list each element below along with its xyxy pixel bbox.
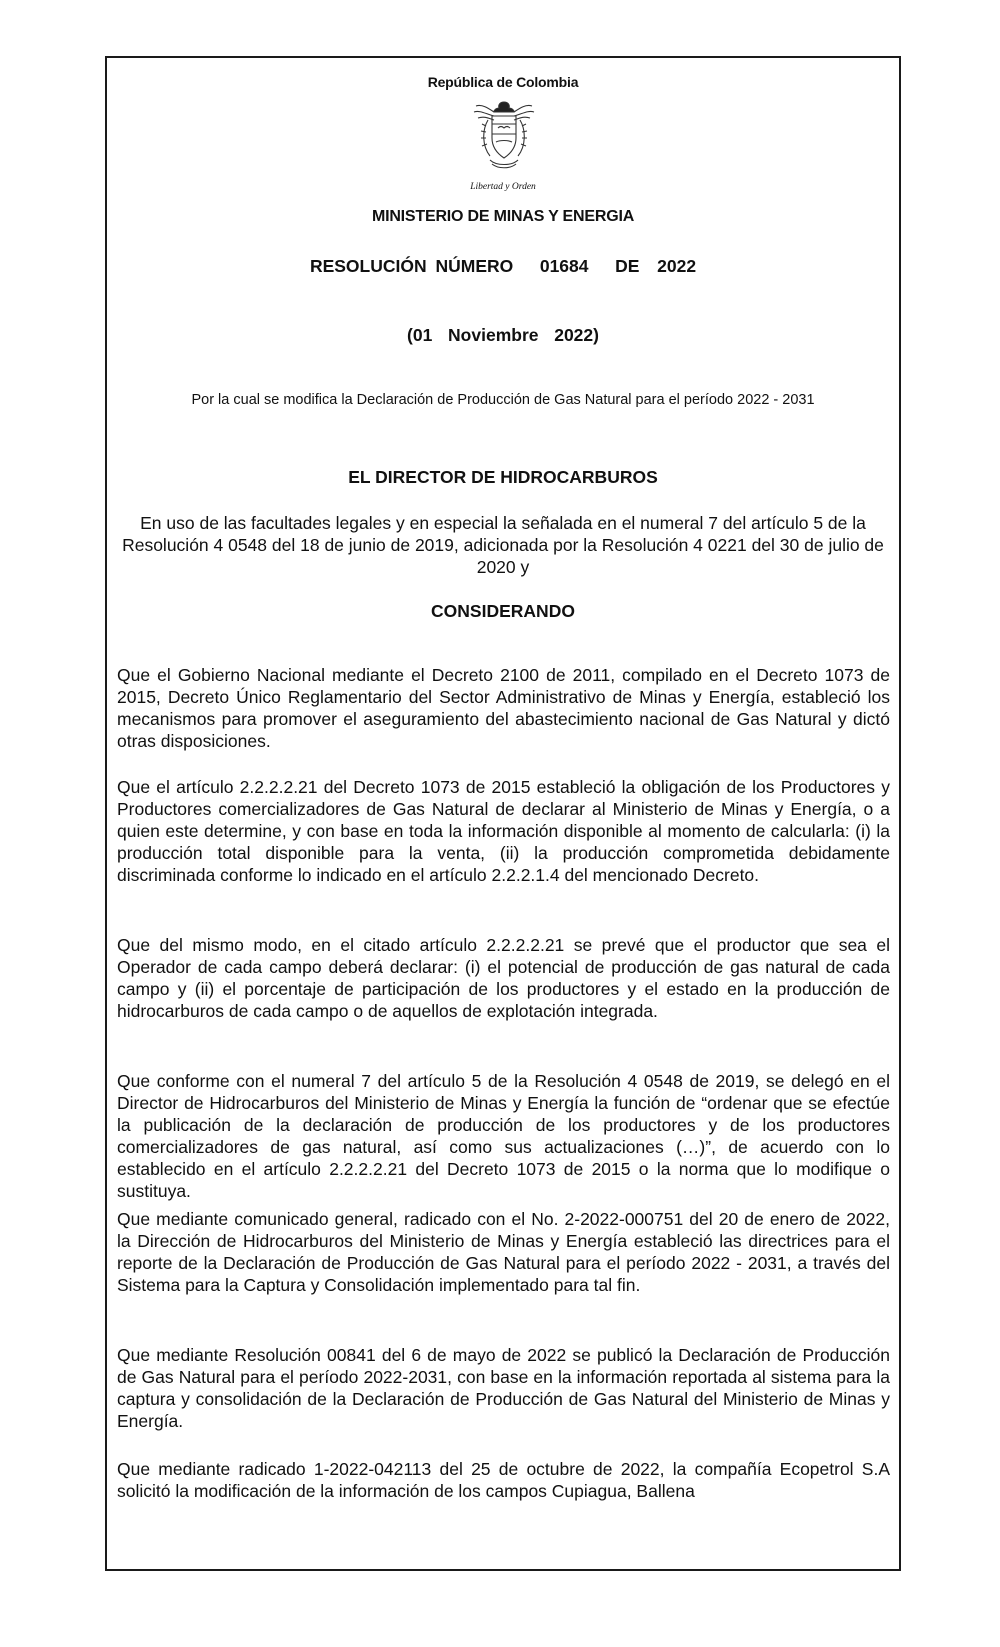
coat-of-arms-icon xyxy=(472,96,536,178)
authority-heading: EL DIRECTOR DE HIDROCARBUROS xyxy=(348,467,658,487)
considering-paragraph: Que el Gobierno Nacional mediante el Decreto 2100 de 2011, compilado en el Decreto 1073 de 2015, Decreto Único Reglamentario del Sector Administrativo de Minas y Energía, estableció los mecanismos para promover el aseguramiento del abastecimiento nacional de Gas Natural y dictó otras disposiciones. xyxy=(117,665,890,751)
considering-paragraph: Que mediante Resolución 00841 del 6 de mayo de 2022 se publicó la Declaración de Producción de Gas Natural para el período 2022-2031, con base en la información reportada al sistema para la captura y consolidación de la Declaración de Producción de Gas Natural del Ministerio de Minas y Energía. xyxy=(117,1345,890,1431)
considering-paragraph: Que el artículo 2.2.2.2.21 del Decreto 1073 de 2015 estableció la obligación de los Productores y Productores comercializadores de Gas Natural de declarar al Ministerio de Minas y Energía, o a quien este determine, y con base en toda la información disponible al momento de calcularla: (i) la producción total disponible para la venta, (ii) la producción comprometida debidamente discriminada conforme lo indicado en el artículo 2.2.2.1.4 del mencionado Decreto. xyxy=(117,777,890,885)
ministry-name: MINISTERIO DE MINAS Y ENERGIA xyxy=(371,208,635,225)
motto: Libertad y Orden xyxy=(470,182,536,192)
country-name: República de Colombia xyxy=(427,74,579,90)
considering-paragraph: Que del mismo modo, en el citado artículo 2.2.2.2.21 se prevé que el productor que sea el Operador de cada campo deberá declarar: (i) el potencial de producción de gas natural de cada campo y (ii) el porcentaje de participación de los productores y el estado en la producción de hidrocarburos de cada campo o de aquellos de explotación integrada. xyxy=(117,935,890,1021)
considering-heading: CONSIDERANDO xyxy=(431,601,575,621)
considering-paragraph: Que conforme con el numeral 7 del artículo 5 de la Resolución 4 0548 de 2019, se delegó en el Director de Hidrocarburos del Ministerio de Minas y Energía la función de “ordenar que se efectúe la publicación de la declaración de producción de los productores y de los productores comercializadores de gas natural, así como sus actualizaciones (…)”, de acuerdo con lo establecido en el artículo 2.2.2.2.21 del Decreto 1073 de 2015 o la norma que lo modifique o sustituya. xyxy=(117,1071,890,1201)
faculties-statement: En uso de las facultades legales y en especial la señalada en el numeral 7 del artículo 5 de la Resolución 4 0548 del 18 de junio de 2019, adicionada por la Resolución 4 0221 del 30 de julio de 2020 y xyxy=(122,513,884,577)
resolution-subject: Por la cual se modifica la Declaración de Producción de Gas Natural para el período 2022 - 2031 xyxy=(191,392,815,408)
resolution-date: (01 Noviembre 2022) xyxy=(407,325,599,345)
considering-paragraph: Que mediante radicado 1-2022-042113 del 25 de octubre de 2022, la compañía Ecopetrol S.A solicitó la modificación de la información de los campos Cupiagua, Ballena xyxy=(117,1459,890,1501)
resolution-number: RESOLUCIÓN NÚMERO 01684 DE 2022 xyxy=(309,256,697,276)
considering-paragraph: Que mediante comunicado general, radicado con el No. 2-2022-000751 del 20 de enero de 2022, la Dirección de Hidrocarburos del Ministerio de Minas y Energía estableció las directrices para el reporte de la Declaración de Producción de Gas Natural para el período 2022 - 2031, a través del Sistema para la Captura y Consolidación implementado para tal fin. xyxy=(117,1209,890,1295)
